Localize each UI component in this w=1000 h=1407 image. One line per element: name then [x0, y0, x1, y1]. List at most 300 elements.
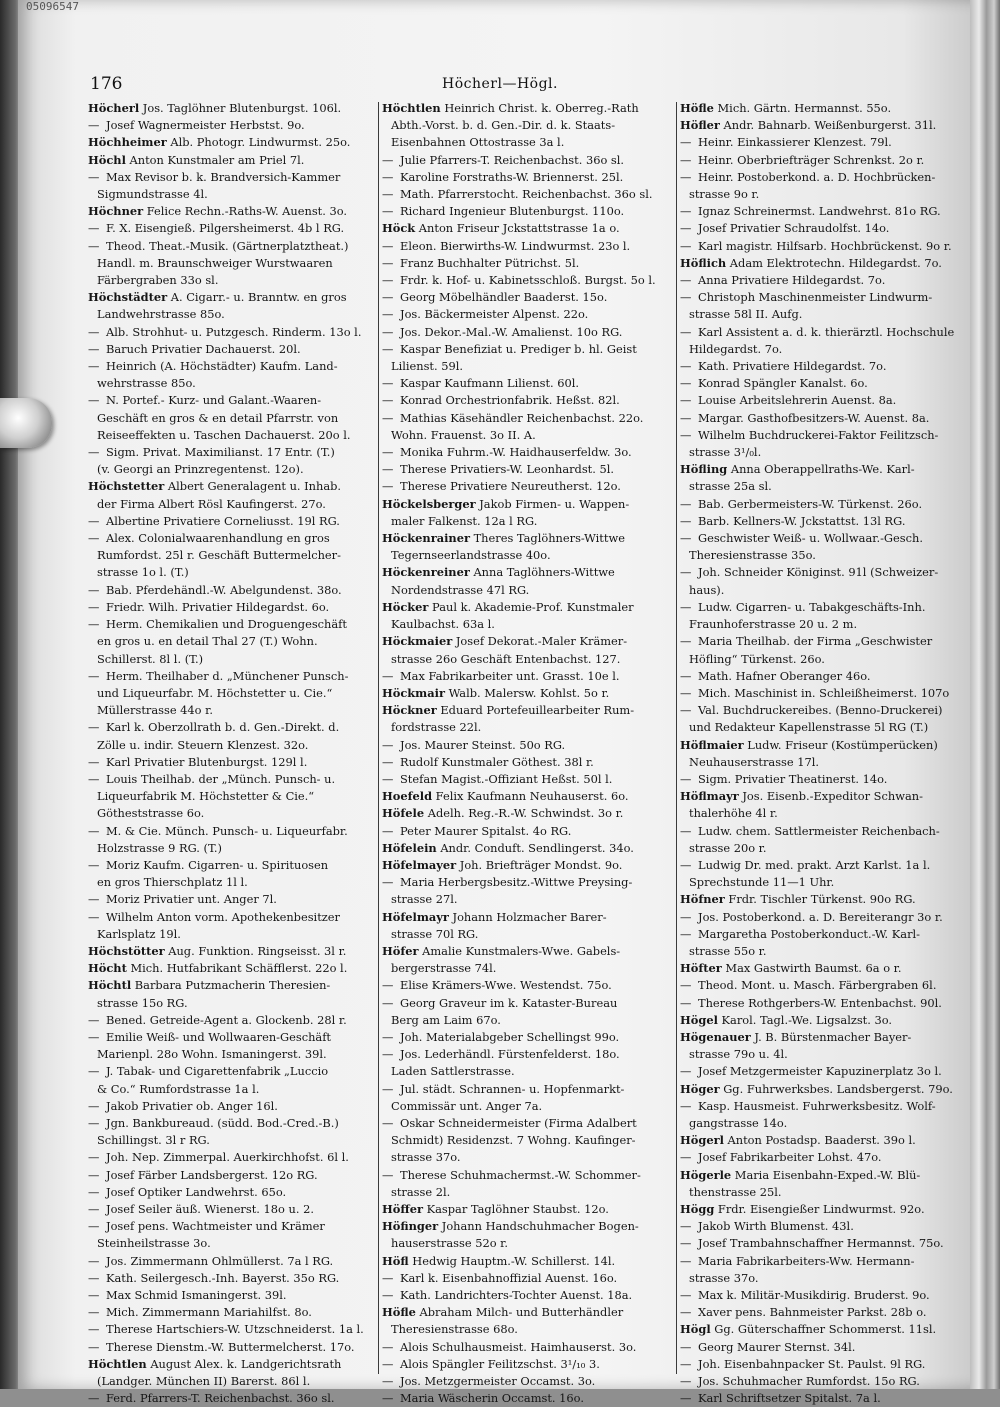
directory-entry [382, 530, 674, 547]
entry-text: Anton Friseur Jckstattstrasse 1a o. [415, 221, 620, 236]
directory-continuation [382, 547, 674, 564]
ditto-dash: — [382, 307, 394, 322]
ditto-dash: — [382, 995, 394, 1010]
entry-text: Anna Privatiere Hildegardst. 7o. [698, 273, 886, 288]
entry-text: Abth.-Vorst. b. d. Gen.-Dir. d. k. Staats- [391, 118, 616, 133]
entry-text: Schmidt) Residenzst. 7 Wohng. Kaufinger- [391, 1133, 636, 1148]
directory-continuation [88, 375, 375, 392]
entry-text: Hedwig Hauptm.-W. Schillerst. 14l. [408, 1253, 616, 1268]
directory-subentry [680, 977, 972, 994]
surname: Höfling [680, 462, 728, 477]
entry-text: Alb. Strohhut- u. Putzgesch. Rinderm. 13o l. [106, 324, 362, 339]
entry-text: Jos. Schuhmacher Rumfordst. 15o RG. [698, 1374, 920, 1389]
ditto-dash: — [382, 875, 394, 890]
entry-text: gangstrasse 14o. [689, 1115, 788, 1130]
directory-subentry [382, 771, 674, 788]
entry-text: Jos. Lederhändl. Fürstenfelderst. 18o. [400, 1047, 620, 1062]
directory-subentry [88, 1390, 375, 1407]
ditto-dash: — [680, 823, 692, 838]
directory-subentry [88, 1149, 375, 1166]
surname: Höckner [382, 703, 437, 718]
entry-text: Georg Möbelhändler Baaderst. 15o. [400, 290, 608, 305]
surname: Höffer [382, 1202, 423, 1216]
entry-text: Jos. Eisenb.-Expeditor Schwan- [738, 789, 923, 804]
entry-text: Konrad Orchestrionfabrik. Heßst. 82l. [400, 393, 620, 408]
ditto-dash: — [680, 668, 692, 683]
entry-text: Sprechstunde 11—1 Uhr. [689, 875, 835, 890]
entry-text: Alb. Photogr. Lindwurmst. 25o. [166, 135, 351, 150]
ditto-dash: — [680, 152, 692, 167]
entry-text: August Alex. k. Landgerichtsrath [146, 1356, 342, 1371]
entry-text: Müllerstrasse 44o r. [97, 703, 213, 718]
ditto-dash: — [680, 1253, 692, 1268]
directory-subentry [680, 1287, 972, 1304]
directory-subentry [382, 668, 674, 685]
surname: Höchstetter [88, 479, 165, 494]
entry-text: Heinr. Oberbriefträger Schrenkst. 2o r. [698, 152, 925, 167]
directory-subentry [680, 1218, 972, 1235]
entry-text: Joh. Eisenbahnpacker St. Paulst. 9l RG. [698, 1356, 926, 1371]
directory-subentry [382, 324, 674, 341]
ditto-dash: — [680, 393, 692, 408]
directory-continuation [88, 564, 375, 581]
entry-text: Aug. Funktion. Ringseisst. 3l r. [164, 943, 347, 958]
entry-text: Peter Maurer Spitalst. 4o RG. [400, 823, 572, 838]
surname: Höckmaier [382, 634, 453, 649]
entry-text: strasse 3¹/₀l. [689, 445, 762, 460]
directory-subentry [88, 582, 375, 599]
ditto-dash: — [680, 513, 692, 528]
surname: Höcht [88, 961, 127, 976]
directory-entry [680, 788, 972, 805]
ditto-dash: — [382, 823, 394, 838]
entry-text: Joh. Briefträger Mondst. 9o. [456, 857, 623, 872]
ditto-dash: — [382, 1356, 394, 1371]
entry-text: Geschwister Weiß- u. Wollwaar.-Gesch. [698, 531, 923, 546]
ditto-dash: — [382, 1029, 394, 1044]
ditto-dash: — [680, 531, 692, 546]
directory-subentry [382, 289, 674, 306]
entry-text: Sigm. Privat. Maximilianst. 17 Entr. (T.) [106, 445, 335, 460]
ditto-dash: — [88, 1029, 100, 1044]
entry-text: Georg Maurer Sternst. 34l. [698, 1339, 856, 1354]
directory-subentry [680, 1390, 972, 1407]
surname: Höfle [680, 101, 714, 115]
ditto-dash: — [88, 1270, 100, 1285]
ditto-dash: — [382, 1288, 394, 1303]
ditto-dash: — [382, 169, 394, 184]
surname: Höfle [382, 1305, 416, 1320]
ditto-dash: — [680, 204, 692, 219]
ditto-dash: — [382, 1374, 394, 1389]
directory-subentry [382, 1081, 674, 1098]
entry-text: Therese Hartschiers-W. Utzschneiderst. 1a l. [106, 1322, 364, 1337]
entry-text: Eduard Portefeuillearbeiter Rum- [436, 703, 635, 718]
entry-text: Kath. Privatiere Hildegardst. 7o. [698, 359, 887, 374]
ditto-dash: — [680, 1064, 692, 1079]
ditto-dash: — [680, 926, 692, 941]
entry-text: Rudolf Kunstmaler Göthest. 38l r. [400, 754, 594, 769]
entry-text: Albertine Privatiere Corneliusst. 19l RG. [106, 513, 340, 528]
ditto-dash: — [680, 599, 692, 614]
directory-continuation [680, 1270, 972, 1287]
directory-continuation [680, 754, 972, 771]
directory-subentry [88, 1287, 375, 1304]
directory-continuation [382, 1098, 674, 1115]
ditto-dash: — [680, 995, 692, 1010]
entry-text: Emilie Weiß- und Wollwaaren-Geschäft [106, 1029, 331, 1044]
entry-text: Lilienst. 59l. [391, 359, 463, 374]
entry-text: Nordendstrasse 47l RG. [391, 582, 530, 597]
entry-text: Geschäft en gros & en detail Pfarrstr. von [97, 410, 339, 425]
directory-subentry [88, 616, 375, 633]
ditto-dash: — [680, 324, 692, 339]
ditto-dash: — [680, 771, 692, 786]
directory-subentry [382, 478, 674, 495]
directory-continuation [88, 995, 375, 1012]
surname: Höckenrainer [382, 531, 470, 546]
entry-text: Johann Holzmacher Barer- [448, 909, 607, 924]
ditto-dash: — [382, 341, 394, 356]
directory-subentry [382, 754, 674, 771]
ditto-dash: — [88, 221, 100, 236]
directory-continuation [88, 461, 375, 478]
surname: Höfinger [382, 1219, 439, 1234]
directory-entry [88, 134, 375, 151]
surname: Höchner [88, 204, 144, 219]
entry-text: Barb. Kellners-W. Jckstattst. 13l RG. [698, 513, 906, 528]
surname: Höflich [680, 255, 727, 270]
directory-subentry [680, 496, 972, 513]
directory-continuation [382, 616, 674, 633]
directory-entry [88, 152, 375, 169]
entry-text: Monika Fuhrm.-W. Haidhauserfeldw. 3o. [400, 445, 632, 460]
ditto-dash: — [88, 169, 100, 184]
ditto-dash: — [88, 1184, 100, 1199]
directory-subentry [680, 203, 972, 220]
entry-text: Rumfordst. 25l r. Geschäft Buttermelcher- [97, 548, 341, 563]
directory-subentry [88, 909, 375, 926]
ditto-dash: — [680, 857, 692, 872]
directory-entry [382, 100, 674, 117]
entry-text: Max k. Militär-Musikdirig. Bruderst. 9o. [698, 1288, 930, 1303]
directory-subentry [680, 272, 972, 289]
directory-continuation [88, 633, 375, 650]
entry-text: Louis Theilhab. der „Münch. Punsch- u. [106, 771, 336, 786]
directory-subentry [88, 169, 375, 186]
ditto-dash: — [680, 1219, 692, 1234]
directory-subentry [382, 341, 674, 358]
ditto-dash: — [680, 1305, 692, 1320]
directory-subentry [88, 238, 375, 255]
entry-text: Mich. Gärtn. Hermannst. 55o. [713, 101, 892, 115]
ditto-dash: — [88, 445, 100, 460]
entry-text: Josef Dekorat.-Maler Krämer- [452, 634, 628, 649]
ditto-dash: — [88, 771, 100, 786]
directory-subentry [680, 1253, 972, 1270]
entry-text: Paul k. Akademie-Prof. Kunstmaler [428, 599, 634, 614]
ditto-dash: — [382, 1115, 394, 1130]
directory-subentry [382, 461, 674, 478]
entry-text: (Landger. München II) Barerst. 86l l. [97, 1374, 311, 1389]
entry-text: strasse 25a sl. [689, 479, 772, 494]
directory-subentry [382, 1167, 674, 1184]
entry-text: en gros Thierschplatz 1l l. [97, 875, 248, 890]
directory-subentry [680, 599, 972, 616]
directory-entry [382, 564, 674, 581]
entry-text: Josef Fabrikarbeiter Lohst. 47o. [698, 1150, 882, 1165]
entry-text: Frdr. Eisengießer Lindwurmst. 92o. [714, 1202, 925, 1216]
surname: Högerl [680, 1133, 724, 1148]
surname: Höfl [382, 1253, 409, 1268]
ditto-dash: — [382, 238, 394, 253]
entry-text: Mathias Käsehändler Reichenbachst. 22o. [400, 410, 644, 425]
directory-subentry [88, 1339, 375, 1356]
directory-continuation [88, 1046, 375, 1063]
entry-text: Anna Oberappellraths-We. Karl- [727, 462, 915, 477]
directory-subentry [88, 358, 375, 375]
surname: Högerle [680, 1167, 732, 1182]
directory-continuation [88, 685, 375, 702]
entry-text: Margaretha Postoberkonduct.-W. Karl- [698, 926, 921, 941]
directory-subentry [382, 1029, 674, 1046]
entry-text: Max Fabrikarbeiter unt. Grasst. 10e l. [400, 668, 620, 683]
directory-continuation [88, 1373, 375, 1390]
directory-subentry [88, 823, 375, 840]
ditto-dash: — [382, 1047, 394, 1062]
ditto-dash: — [680, 221, 692, 236]
entry-text: Amalie Kunstmalers-Wwe. Gabels- [418, 943, 621, 958]
directory-continuation [88, 702, 375, 719]
directory-continuation [680, 719, 972, 736]
entry-text: Therese Privatiere Neureutherst. 12o. [400, 479, 621, 494]
ditto-dash: — [382, 754, 394, 769]
directory-subentry [88, 599, 375, 616]
directory-entry [382, 943, 674, 960]
ditto-dash: — [88, 1202, 100, 1216]
ditto-dash: — [382, 771, 394, 786]
ditto-dash: — [680, 1150, 692, 1165]
directory-subentry [680, 1098, 972, 1115]
directory-subentry [382, 272, 674, 289]
entry-text: Elise Krämers-Wwe. Westendst. 75o. [400, 978, 612, 993]
ditto-dash: — [88, 1288, 100, 1303]
directory-continuation [382, 651, 674, 668]
ditto-dash: — [88, 909, 100, 924]
entry-text: Heinrich Christ. k. Oberreg.-Rath [440, 101, 639, 115]
ditto-dash: — [680, 169, 692, 184]
surname: Höger [680, 1081, 720, 1096]
entry-text: strasse 70l RG. [391, 926, 479, 941]
ditto-dash: — [88, 823, 100, 838]
surname: Höflmayr [680, 789, 739, 804]
entry-text: Max Schmid Ismaningerst. 39l. [106, 1288, 287, 1303]
directory-subentry [382, 1115, 674, 1132]
entry-text: Karlsplatz 19l. [97, 926, 181, 941]
directory-subentry [88, 444, 375, 461]
directory-continuation [382, 1132, 674, 1149]
entry-text: haus). [689, 582, 725, 597]
directory-continuation [88, 1132, 375, 1149]
ditto-dash: — [88, 324, 100, 339]
entry-text: Jos. Maurer Steinst. 50o RG. [400, 737, 566, 752]
surname: Högg [680, 1202, 715, 1216]
entry-text: Ludwig Dr. med. prakt. Arzt Karlst. 1a l. [698, 857, 931, 872]
directory-subentry [680, 857, 972, 874]
scan-id: 05096547 [26, 0, 79, 13]
ditto-dash: — [88, 1167, 100, 1182]
directory-continuation [88, 255, 375, 272]
entry-text: Therese Schuhmachermst.-W. Schommer- [400, 1167, 641, 1182]
entry-text: Karl magistr. Hilfsarb. Hochbrückenst. 9o r. [698, 238, 952, 253]
ditto-dash: — [88, 513, 100, 528]
entry-text: Herm. Chemikalien und Droguengeschäft [106, 617, 347, 632]
ditto-dash: — [88, 1219, 100, 1234]
directory-subentry [680, 909, 972, 926]
directory-entry [382, 805, 674, 822]
entry-text: Friedr. Wilh. Privatier Hildegardst. 6o. [106, 599, 330, 614]
surname: Hoefeld [382, 789, 433, 804]
directory-continuation [88, 1235, 375, 1252]
surname: Höckmair [382, 685, 445, 700]
entry-text: Josef Seiler äuß. Wienerst. 18o u. 2. [106, 1202, 314, 1216]
entry-text: en gros u. en detail Thal 27 (T.) Wohn. [97, 634, 318, 649]
directory-subentry [88, 513, 375, 530]
ditto-dash: — [680, 1356, 692, 1371]
entry-text: Alex. Colonialwaarenhandlung en gros [106, 531, 330, 546]
directory-subentry [382, 995, 674, 1012]
ditto-dash: — [680, 410, 692, 425]
ditto-dash: — [382, 273, 394, 288]
entry-text: Andr. Conduft. Sendlingerst. 34o. [436, 840, 634, 855]
entry-text: Abraham Milch- und Butterhändler [415, 1305, 624, 1320]
ditto-dash: — [382, 204, 394, 219]
entry-text: Andr. Bahnarb. Weißenburgerst. 31l. [719, 118, 937, 133]
entry-text: Josef pens. Wachtmeister und Krämer [106, 1219, 325, 1234]
directory-subentry [680, 633, 972, 650]
directory-subentry [680, 427, 972, 444]
surname: Högl [680, 1322, 711, 1337]
directory-subentry [382, 169, 674, 186]
ditto-dash: — [88, 341, 100, 356]
entry-text: Steinheilstrasse 3o. [97, 1236, 211, 1251]
ditto-dash: — [88, 857, 100, 872]
directory-continuation [680, 547, 972, 564]
directory-continuation [88, 1081, 375, 1098]
directory-subentry [88, 1270, 375, 1287]
entry-text: Theres Taglöhners-Wittwe [469, 531, 625, 546]
directory-entry [680, 891, 972, 908]
entry-text: Laden Sattlerstrasse. [391, 1064, 515, 1079]
directory-subentry [680, 530, 972, 547]
directory-continuation [382, 719, 674, 736]
entry-text: strasse 58l II. Aufg. [689, 307, 803, 322]
entry-text: maler Falkenst. 12a l RG. [391, 513, 538, 528]
entry-text: Max Revisor b. k. Brandversich-Kammer [106, 169, 341, 184]
entry-text: Adelh. Reg.-R.-W. Schwindst. 3o r. [424, 806, 624, 821]
entry-text: Schillerst. 8l l. (T.) [97, 651, 204, 666]
ditto-dash: — [88, 1012, 100, 1027]
entry-text: Baruch Privatier Dachauerst. 20l. [106, 341, 301, 356]
directory-subentry [88, 668, 375, 685]
directory-continuation [680, 582, 972, 599]
directory-continuation [88, 805, 375, 822]
directory-entry [88, 100, 375, 117]
entry-text: Götheststrasse 6o. [97, 806, 205, 821]
entry-text: Mich. Maschinist in. Schleißheimerst. 107o [698, 685, 950, 700]
directory-continuation [382, 1149, 674, 1166]
directory-subentry [88, 857, 375, 874]
entry-text: Jgn. Bankbureaud. (südd. Bod.-Cred.-B.) [106, 1115, 339, 1130]
entry-text: Josef Trambahnschaffner Hermannst. 75o. [698, 1236, 944, 1251]
entry-text: strasse 9o r. [689, 187, 760, 202]
directory-entry [680, 1201, 972, 1218]
directory-subentry [88, 1321, 375, 1338]
entry-text: Oskar Schneidermeister (Firma Adalbert [400, 1115, 637, 1130]
ditto-dash: — [88, 1322, 100, 1337]
entry-text: Xaver pens. Bahnmeister Parkst. 28b o. [698, 1305, 927, 1320]
directory-entry [382, 1201, 674, 1218]
surname: Höfelmayr [382, 909, 449, 924]
directory-subentry [680, 1149, 972, 1166]
directory-continuation [680, 1184, 972, 1201]
column-rule [378, 102, 379, 1374]
ditto-dash: — [88, 1391, 100, 1406]
directory-entry [680, 461, 972, 478]
directory-continuation [680, 444, 972, 461]
entry-text: A. Cigarr.- u. Branntw. en gros [167, 290, 347, 305]
directory-continuation [382, 1012, 674, 1029]
surname: Höckenreiner [382, 565, 470, 580]
entry-text: Karl Assistent a. d. k. thierärztl. Hochschule [698, 324, 955, 339]
directory-subentry [680, 564, 972, 581]
ditto-dash: — [88, 582, 100, 597]
surname: Högel [680, 1012, 718, 1027]
surname: Högenauer [680, 1029, 751, 1044]
entry-text: Berg am Laim 67o. [391, 1012, 501, 1027]
directory-continuation [382, 358, 674, 375]
entry-text: Math. Pfarrerstocht. Reichenbachst. 36o sl. [400, 187, 653, 202]
column-2 [382, 100, 674, 1406]
directory-subentry [680, 1373, 972, 1390]
directory-continuation [680, 478, 972, 495]
entry-text: Margar. Gasthofbesitzers-W. Auenst. 8a. [698, 410, 930, 425]
ditto-dash: — [88, 668, 100, 683]
directory-subentry [382, 1373, 674, 1390]
entry-text: Wilhelm Buchdruckerei-Faktor Feilitzsch- [698, 427, 939, 442]
ditto-dash: — [680, 703, 692, 718]
directory-continuation [382, 891, 674, 908]
directory-subentry [382, 977, 674, 994]
entry-text: Ludw. Friseur (Kostümperücken) [743, 737, 938, 752]
directory-entry [680, 1081, 972, 1098]
entry-text: Theresienstrasse 35o. [689, 548, 816, 563]
entry-text: Kasp. Hausmeist. Fuhrwerksbesitz. Wolf- [698, 1098, 936, 1113]
directory-entry [382, 496, 674, 513]
entry-text: Math. Hafner Oberanger 46o. [698, 668, 871, 683]
directory-entry [680, 1321, 972, 1338]
entry-text: Karol. Tagl.-We. Ligsalzst. 3o. [717, 1012, 893, 1027]
entry-text: Gg. Fuhrwerksbes. Landsbergerst. 79o. [719, 1081, 953, 1096]
directory-continuation [382, 926, 674, 943]
entry-text: Adam Elektrotechn. Hildegardst. 7o. [726, 255, 942, 270]
entry-text: Therese Dienstm.-W. Buttermelcherst. 17o. [106, 1339, 355, 1354]
entry-text: Sigmundstrasse 4l. [97, 187, 208, 202]
directory-entry [382, 909, 674, 926]
entry-text: Kath. Seilergesch.-Inh. Bayerst. 35o RG. [106, 1270, 340, 1285]
directory-subentry [680, 238, 972, 255]
directory-subentry [88, 719, 375, 736]
